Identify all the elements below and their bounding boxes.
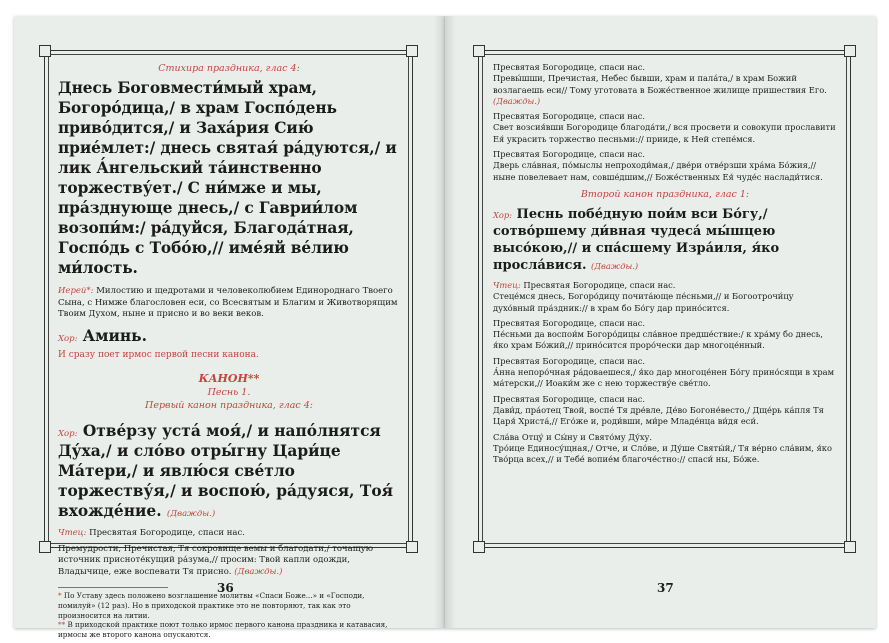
troparion <box>58 544 400 579</box>
troparion-twice: (Дважды.) <box>234 566 283 577</box>
stichera-text: Днесь Боговмести́мый храм, Богоро́дица,/ в храм Госпо́день приво́дится,/ и Заха́рия Сию́ прие́млет:/ днесь святая́ ра́дуются,/ и лик А́нгельский та́инственно торжеству́ет./ С ни́мже и мы, пра́зднующе днесь,/ с Гаврии́лом возопи́м:/ ра́дуйся, Благода́тная, Госпо́дь с Тобо́ю,// име́яй ве́лию ми́лость. <box>58 79 397 277</box>
irmos-2-text: Песнь побе́дную пои́м вси Бо́гу,/ сотво́ршему ди́вная чудеса́ мы́шцею высо́кою,// и спа́сшему Изра́иля, я́ко просла́вися. <box>493 206 780 273</box>
refrain-4: Пресвятая Богородице, спаси нас. <box>523 279 676 290</box>
frame-corner <box>473 541 485 553</box>
page-number-left: 36 <box>217 581 234 595</box>
amen-text: Аминь. <box>82 326 147 345</box>
troparion-5: Пе́сньми да воспои́м Богоро́дицы сла́вное предше́ствие:/ к хра́му бо днесь, я́ко храм Бо́жий,// прино́сится проро́чески дар многоце́нный. <box>493 329 823 351</box>
page-number-right: 37 <box>657 581 674 595</box>
left-page <box>14 16 445 640</box>
footnote-1 <box>58 591 400 620</box>
right-page <box>445 16 876 628</box>
book-gutter <box>434 16 456 628</box>
frame-corner <box>844 541 856 553</box>
troparion-3: Дверь сла́вная, по́мыслы непроходи́мая,/ две́ри отве́рзши хра́ма Бо́жия,// ныне повелевает нам, совше́дшим,// Боже́ственных Ея́ чуде́с наслади́тися. <box>493 160 823 182</box>
irmos-text: Отве́рзу уста́ моя́,/ и напо́лнятся Ду́ха,/ и сло́во отры́гну Цари́це Ма́тери,/ и явлю́ся све́тло торжеству́я,/ и воспою́, ра́дуяся, Тоя́ вхожде́ние. <box>58 422 393 520</box>
choir-label: Хор: <box>58 333 78 344</box>
refrain-3: Пресвятая Богородице, спаси нас. <box>493 149 646 160</box>
refrain-7: Пресвятая Богородице, спаси нас. <box>493 393 646 404</box>
footnote-2 <box>58 620 400 640</box>
irmos-2-label: Хор: <box>493 209 513 220</box>
irmos-note: И сразу поет ирмос первой песни канона. <box>58 349 259 360</box>
footnote-2-mark: ** <box>58 620 66 630</box>
frame-corner <box>406 45 418 57</box>
amen-line <box>58 326 400 346</box>
irmos-twice: (Дважды.) <box>166 509 216 519</box>
priest-label: Иерей*: <box>58 286 94 296</box>
right-page-text <box>493 62 837 542</box>
irmos-block <box>58 421 400 521</box>
irmos-2-twice: (Дважды.) <box>591 260 639 271</box>
refrain-2: Пресвятая Богородице, спаси нас. <box>493 111 646 122</box>
refrain-5: Пресвятая Богородице, спаси нас. <box>493 317 646 328</box>
troparion-4: Стеце́мся днесь, Богоро́дицу почита́юще пе́сньми,// и Богоотрочи́цу духо́вный пра́здник:// в храм бо Бо́гу дар прино́сится. <box>493 291 794 313</box>
reader-2-label: Чтец: <box>493 279 521 290</box>
frame-corner <box>406 541 418 553</box>
reader-line <box>58 528 400 540</box>
stichera-heading: Стихира праздника, глас 4: <box>158 63 300 74</box>
reader-refrain: Пресвятая Богородице, спаси нас. <box>89 528 245 538</box>
priest-text: Милостию и щедротами и человеколюбием Единороднаго Твоего Сына, с Нимже благословен еси, со Всесвятым и Благим и Животворящим Твоим Духом, ныне и присно и во веки веков. <box>58 286 398 319</box>
frame-corner <box>39 541 51 553</box>
second-kanon-title: Второй канон праздника, глас 1: <box>580 188 750 200</box>
frame-corner <box>473 45 485 57</box>
footnote-2-text: В приходской практике поют только ирмос первого канона праздника и катавасия, ирмосы же второго канона опускаются. <box>58 620 388 640</box>
footnote-divider <box>58 587 168 588</box>
reader-line-2 <box>493 280 837 291</box>
irmos-block-2 <box>493 206 837 274</box>
footnote-1-mark: * <box>58 591 62 600</box>
open-book <box>14 16 876 640</box>
priest-exclamation <box>58 286 400 321</box>
troparion-1 <box>493 73 837 107</box>
troparion-7: Дави́д, пра́отец Твой, воспе́ Тя дре́вле, Де́во Богоне́весто,/ Дще́рь ка́пля Тя Царя́ Христа́,// Его́же и, роди́вши, ми́ре Младе́нца ви́дя еси́. <box>493 404 824 427</box>
song-title: Песнь 1. <box>207 387 251 398</box>
glory-line: Сла́ва Отцу́ и Сы́ну и Свято́му Ду́ху. <box>493 431 653 442</box>
troparion-1-text: Превы́шши, Пречистая, Небес бывши, храм и пала́та,/ в храм Божий возлагаешь еси// Тому уготовата в Боже́ственное жилище пришествия Его. <box>493 73 827 95</box>
troparion-6: А́нна непоро́чная ра́доваешеся,/ я́ко дар многоце́нен Бо́гу прино́сящи в храм ма́терски,// Иоаки́м же с нею торжеству́е све́тло. <box>493 367 835 389</box>
kanon-title: КАНОН** <box>198 372 260 385</box>
first-kanon-title: Первый канон праздника, глас 4: <box>145 400 313 411</box>
frame-corner <box>39 45 51 57</box>
troparion-text: Премудрости, Пречистая, Тя сокровище вемы и благодати,/ точащую источник присноте́кущий ра́зума,// просим: Твой капли одожди, Владычице, еже воспевати Тя присно. <box>58 543 374 577</box>
frame-corner <box>844 45 856 57</box>
irmos-choir-label: Хор: <box>58 429 78 439</box>
refrain-6: Пресвятая Богородице, спаси нас. <box>493 355 646 366</box>
troparion-2: Свет возсия́вши Богородице благода́ти,/ вся просвети и совокупи прославити Ея́ украсить торжество песньми:// прииде, к Ней степе́мся. <box>493 122 836 144</box>
refrain-1: Пресвятая Богородице, спаси нас. <box>493 62 646 72</box>
reader-label: Чтец: <box>58 528 87 538</box>
trinity-troparion: Тро́ице Единосу́щная,/ Отче, и Сло́ве, и Ду́ше Святы́й,/ Тя ве́рно сла́вим, я́ко Тво́рца всех,// и Тебе́ вопие́м благоче́стно:// спаси́ ны, Бо́же. <box>493 442 832 465</box>
footnote-1-text: По Уставу здесь положено возглашение молитвы «Спаси Боже...» и «Господи, помилуй» (12 раз). Но в приходской практике это не повторяют, так как это произносится на литии. <box>58 591 365 620</box>
troparion-1-twice: (Дважды.) <box>493 95 541 106</box>
